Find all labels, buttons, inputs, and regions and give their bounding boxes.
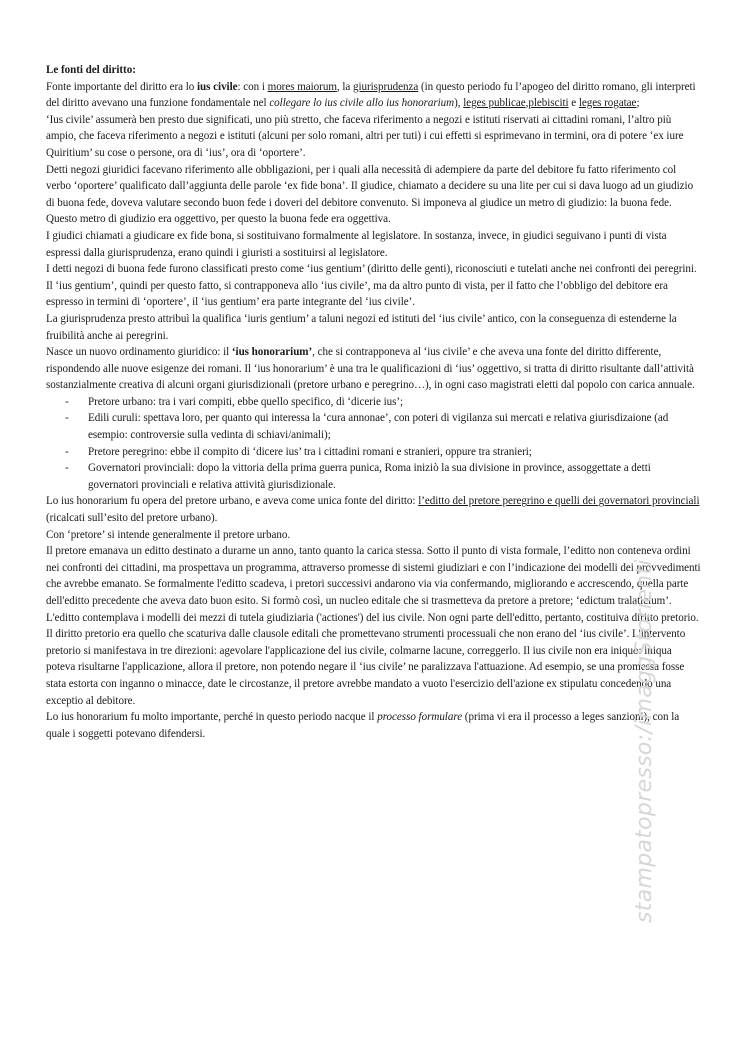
text-span: , la	[336, 80, 353, 93]
document-body	[46, 62, 702, 742]
list-item: - Governatori provinciali: dopo la vittoria della prima guerra punica, Roma iniziò la sua divisione in province, assoggettate a detti governatori provinciali e relativa attività giurisdizionale.	[88, 460, 702, 493]
document-title: Le fonti del diritto:	[46, 64, 136, 76]
paragraph-editto-annuale: Il pretore emanava un editto destinato a durarne un anno, tanto quanto la carica stessa. Sotto il punto di vista formale, l’editto non conteneva ordini nei confronti dei cittadini, ma prospettava un programma, attraverso promesse di sistemi giudiziari e con l’indicazione dei modelli dei provvedimenti che avrebbe emanato. Se formalmente l'editto scadeva, i pretori successivi andarono via via confermando, migliorando e accrescendo, quella parte dell'editto precedente che aveva dato buon esito. Si formò così, un nucleo editale che si trasmetteva da pretore a pretore; ‘edictum tralaticium’.	[46, 545, 701, 607]
text-span: (in questo periodo fu l’apogeo del diritto romano, gli interpreti del diritto avevano una funzione fondamentale nel	[46, 80, 696, 110]
term-ius-honorarium: ‘ius honorarium’	[231, 346, 313, 359]
paragraph-actiones: L'editto contemplava i modelli dei mezzi di tutela giudiziaria ('actiones') del ius civile. Non ogni parte dell'editto, pertanto, costituiva diritto pretorio. Il diritto pretorio era quello che scaturiva dalle clausole editali che promettevano strumenti processuali che non erano del ‘ius civile’. L'intervento pretorio si manifestava in tre direzioni: agevolare l'applicazione del ius civile, colmarne lacune, correggerlo. Il ius civile non era iniquo: iniqua poteva risultarne l'applicazione, allora il pretore, non potendo negare il ‘ius civile’ ne paralizzava l'attuazione. Ad esempio, se una promessa fosse stata estorta con inganno o minacce, date le circostanze, il pretore avrebbe mandato a vuoto l'esercizio dell'azione ex stipulatu concedendo una exceptio al debitore.	[46, 611, 699, 707]
italic-phrase: collegare lo ius civile allo ius honorarium	[269, 97, 455, 110]
text-span: ;	[636, 97, 640, 110]
paragraph-ius-civile: ‘Ius civile’ assumerà ben presto due significati, uno più stretto, che faceva riferimento a negozi e istituti riservati ai cittadini romani, l’altro più ampio, che faceva riferimento a negozi e istituti (alcuni per solo romani, altri per tuti) i cui effetti si esprimevano in termini, ora di potere ‘ex iure Quiritium’ su cose o persone, ora di ‘ius’, ora di ‘oportere’.	[46, 113, 684, 159]
text-span: (ricalcati sull’esito del pretore urbano).	[46, 512, 218, 525]
text-span: e	[568, 97, 579, 110]
list-item: - Pretore peregrino: ebbe il compito di ‘dicere ius’ tra i cittadini romani e stranieri, oppure tra stranieri;	[88, 444, 702, 461]
paragraph-negozi: Detti negozi giuridici facevano riferimento alle obbligazioni, per i quali alla necessità di adempiere da parte del debitore fu fatto riferimento col verbo ‘oportere’ qualificato dall’aggiunta delle parole ‘ex fide bona’. Il giudice, chiamato a decidere su una lite per cui si dava luogo ad un giudizio di buona fede, doveva valutare secondo buon fede i doveri del debitore convenuto. Si imponeva al giudice un metro di giudizio: la buona fede. Questo metro di giudizio era oggettivo, per questo la buona fede era oggettiva.	[46, 163, 694, 226]
text-span: Lo ius honorarium fu molto importante, perché in questo periodo nacque il	[46, 711, 378, 724]
term-leges-rogatae: leges rogatae	[578, 97, 637, 110]
text-span: : con i	[237, 80, 268, 93]
text-span: ),	[454, 97, 464, 110]
term-giurisprudenza: giurisprudenza	[352, 80, 419, 93]
list-item: - Pretore urbano: tra i vari compiti, ebbe quello specifico, di ‘dicerie ius’;	[88, 394, 702, 411]
paragraph-ius-gentium: I detti negozi di buona fede furono classificati presto come ‘ius gentium’ (diritto delle genti), riconosciuti e tutelati anche nei confronti dei peregrini. Il ‘ius gentium’, quindi per questo fatto, si contrapponeva allo ‘ius civile’, ma da altro punto di vista, per il fatto che l’obbligo del debitore era espresso in termini di ‘oportere’, il ‘ius gentium’ era parte integrante del ‘ius civile’.	[46, 263, 697, 309]
text-span: ,	[525, 97, 529, 110]
magistrates-list	[46, 394, 702, 494]
paragraph-giudici: I giudici chiamati a giudicare ex fide bona, si sostituivano formalmente al legislatore. In sostanza, invece, in giudici seguivano i punti di vista espressi dalla giurisprudenza, erano quindi i giuristi a sostituirsi al legislatore.	[46, 229, 667, 259]
paragraph-processo	[46, 709, 702, 742]
term-leges-publicae: leges publicae	[463, 97, 526, 110]
text-span: Fonte importante del diritto era lo	[46, 80, 198, 93]
list-item: - Edili curuli: spettava loro, per quanto qui interessa la ‘cura annonae’, con poteri di vigilanza sui mercati e relativa giurisdizaione (ad esempio: controversie sulla vedinta di schiavi/animali);	[88, 410, 702, 443]
text-span: Lo ius honorarium fu opera del pretore urbano, e aveva come unica fonte del diritto:	[46, 495, 419, 508]
text-span: Nasce un nuovo ordinamento giuridico: il	[46, 346, 232, 359]
paragraph-editto	[46, 493, 702, 526]
paragraph-giurisprudenza: La giurisprudenza presto attribuì la qualifica ‘iuris gentium’ a taluni negozi ed istituti del ‘ius civile’ antico, con la conseguenza di estenderne la fruibilità anche ai peregrini.	[46, 312, 677, 342]
watermark: stampatopresso:/imaggStorienti	[632, 559, 657, 923]
paragraph-fonti	[46, 79, 702, 112]
text-span: , che si contrapponeva al ‘ius civile’ e che aveva una fonte del diritto differente, rispondendo alle nuove esigenze dei romani. Il ‘ius honorarium’ è una tra le qualificazioni di ‘ius’ oggettivo, si tratta di diritto risultante dall’attività sostanzialmente creativa di alcuni organi giurisdizionali (pretore urbano e peregrino…), in ogni caso magistrati eletti dal popolo con carica annuale.	[46, 346, 695, 392]
term-mores-maiorum: mores maiorum	[267, 80, 337, 93]
text-span: (prima vi era il processo a leges sanzioni), con la quale i soggetti potevano difendersi.	[46, 711, 680, 740]
paragraph-pretore: Con ‘pretore’ si intende generalmente il pretore urbano.	[46, 528, 291, 541]
term-plebisciti: plebisciti	[528, 97, 569, 110]
italic-phrase: processo formulare	[377, 711, 463, 724]
paragraph-ius-honorarium	[46, 344, 702, 394]
underlined-phrase: l’editto del pretore peregrino e quelli dei governatori provinciali	[418, 495, 700, 508]
term-ius-civile: ius civile	[197, 80, 238, 93]
